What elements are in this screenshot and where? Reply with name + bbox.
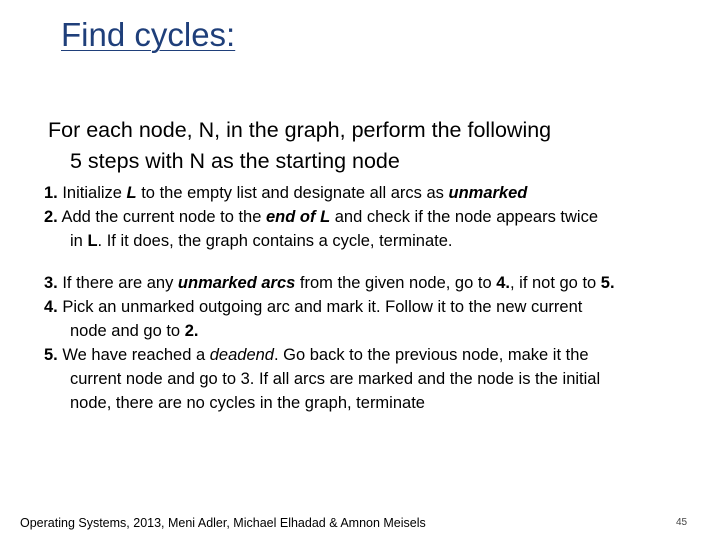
step-text: Add the current node to the: [57, 208, 266, 226]
step-text: node and go to: [70, 322, 185, 340]
step-text: and check if the node appears twice: [330, 208, 598, 226]
step-text: . If it does, the graph contains a cycle, terminate.: [97, 232, 453, 250]
step-emphasis: end of L: [266, 208, 331, 226]
step-2-continued: [44, 229, 704, 253]
intro-line-2: 5 steps with N as the starting node: [70, 149, 400, 173]
step-1: [44, 181, 704, 205]
step-number: 3.: [44, 274, 58, 292]
step-4-continued: [44, 319, 704, 343]
steps-group-1: [44, 181, 704, 253]
step-text: Initialize: [57, 184, 127, 202]
slide-title: Find cycles:: [61, 16, 236, 53]
step-text: We have reached a: [57, 346, 210, 364]
step-emphasis: L: [87, 232, 98, 250]
step-4: [44, 295, 704, 319]
step-text: , if not go to: [509, 274, 601, 292]
step-emphasis: deadend: [209, 346, 274, 364]
step-text: Pick an unmarked outgoing arc and mark it. Follow it to the new current: [57, 298, 583, 316]
step-number: 2.: [44, 208, 58, 226]
step-5: [44, 343, 704, 367]
step-5-continued: current node and go to 3. If all arcs are marked and the node is the initial: [70, 370, 601, 388]
footer-credits: Operating Systems, 2013, Meni Adler, Michael Elhadad & Amnon Meisels: [20, 516, 426, 530]
step-emphasis: 2.: [184, 322, 199, 340]
step-3: [44, 271, 704, 295]
intro-line-1: For each node, N, in the graph, perform the following: [48, 118, 552, 142]
step-text: If there are any: [57, 274, 178, 292]
step-text: from the given node, go to: [295, 274, 497, 292]
intro-text: [48, 115, 688, 177]
step-number: 5.: [44, 346, 58, 364]
step-emphasis: unmarked arcs: [177, 274, 296, 292]
step-emphasis: unmarked: [448, 184, 528, 202]
step-emphasis: L: [126, 184, 137, 202]
step-number: 4.: [44, 298, 58, 316]
page-number: 45: [676, 517, 688, 528]
step-2: [44, 205, 704, 229]
step-text: in: [70, 232, 88, 250]
steps-group-2: [44, 271, 704, 415]
step-emphasis: 4.: [496, 274, 510, 292]
step-text: . Go back to the previous node, make it the: [273, 346, 589, 364]
step-emphasis: 5.: [600, 274, 615, 292]
step-5-continued: node, there are no cycles in the graph, terminate: [70, 394, 425, 412]
step-number: 1.: [44, 184, 58, 202]
step-text: to the empty list and designate all arcs as: [136, 184, 449, 202]
